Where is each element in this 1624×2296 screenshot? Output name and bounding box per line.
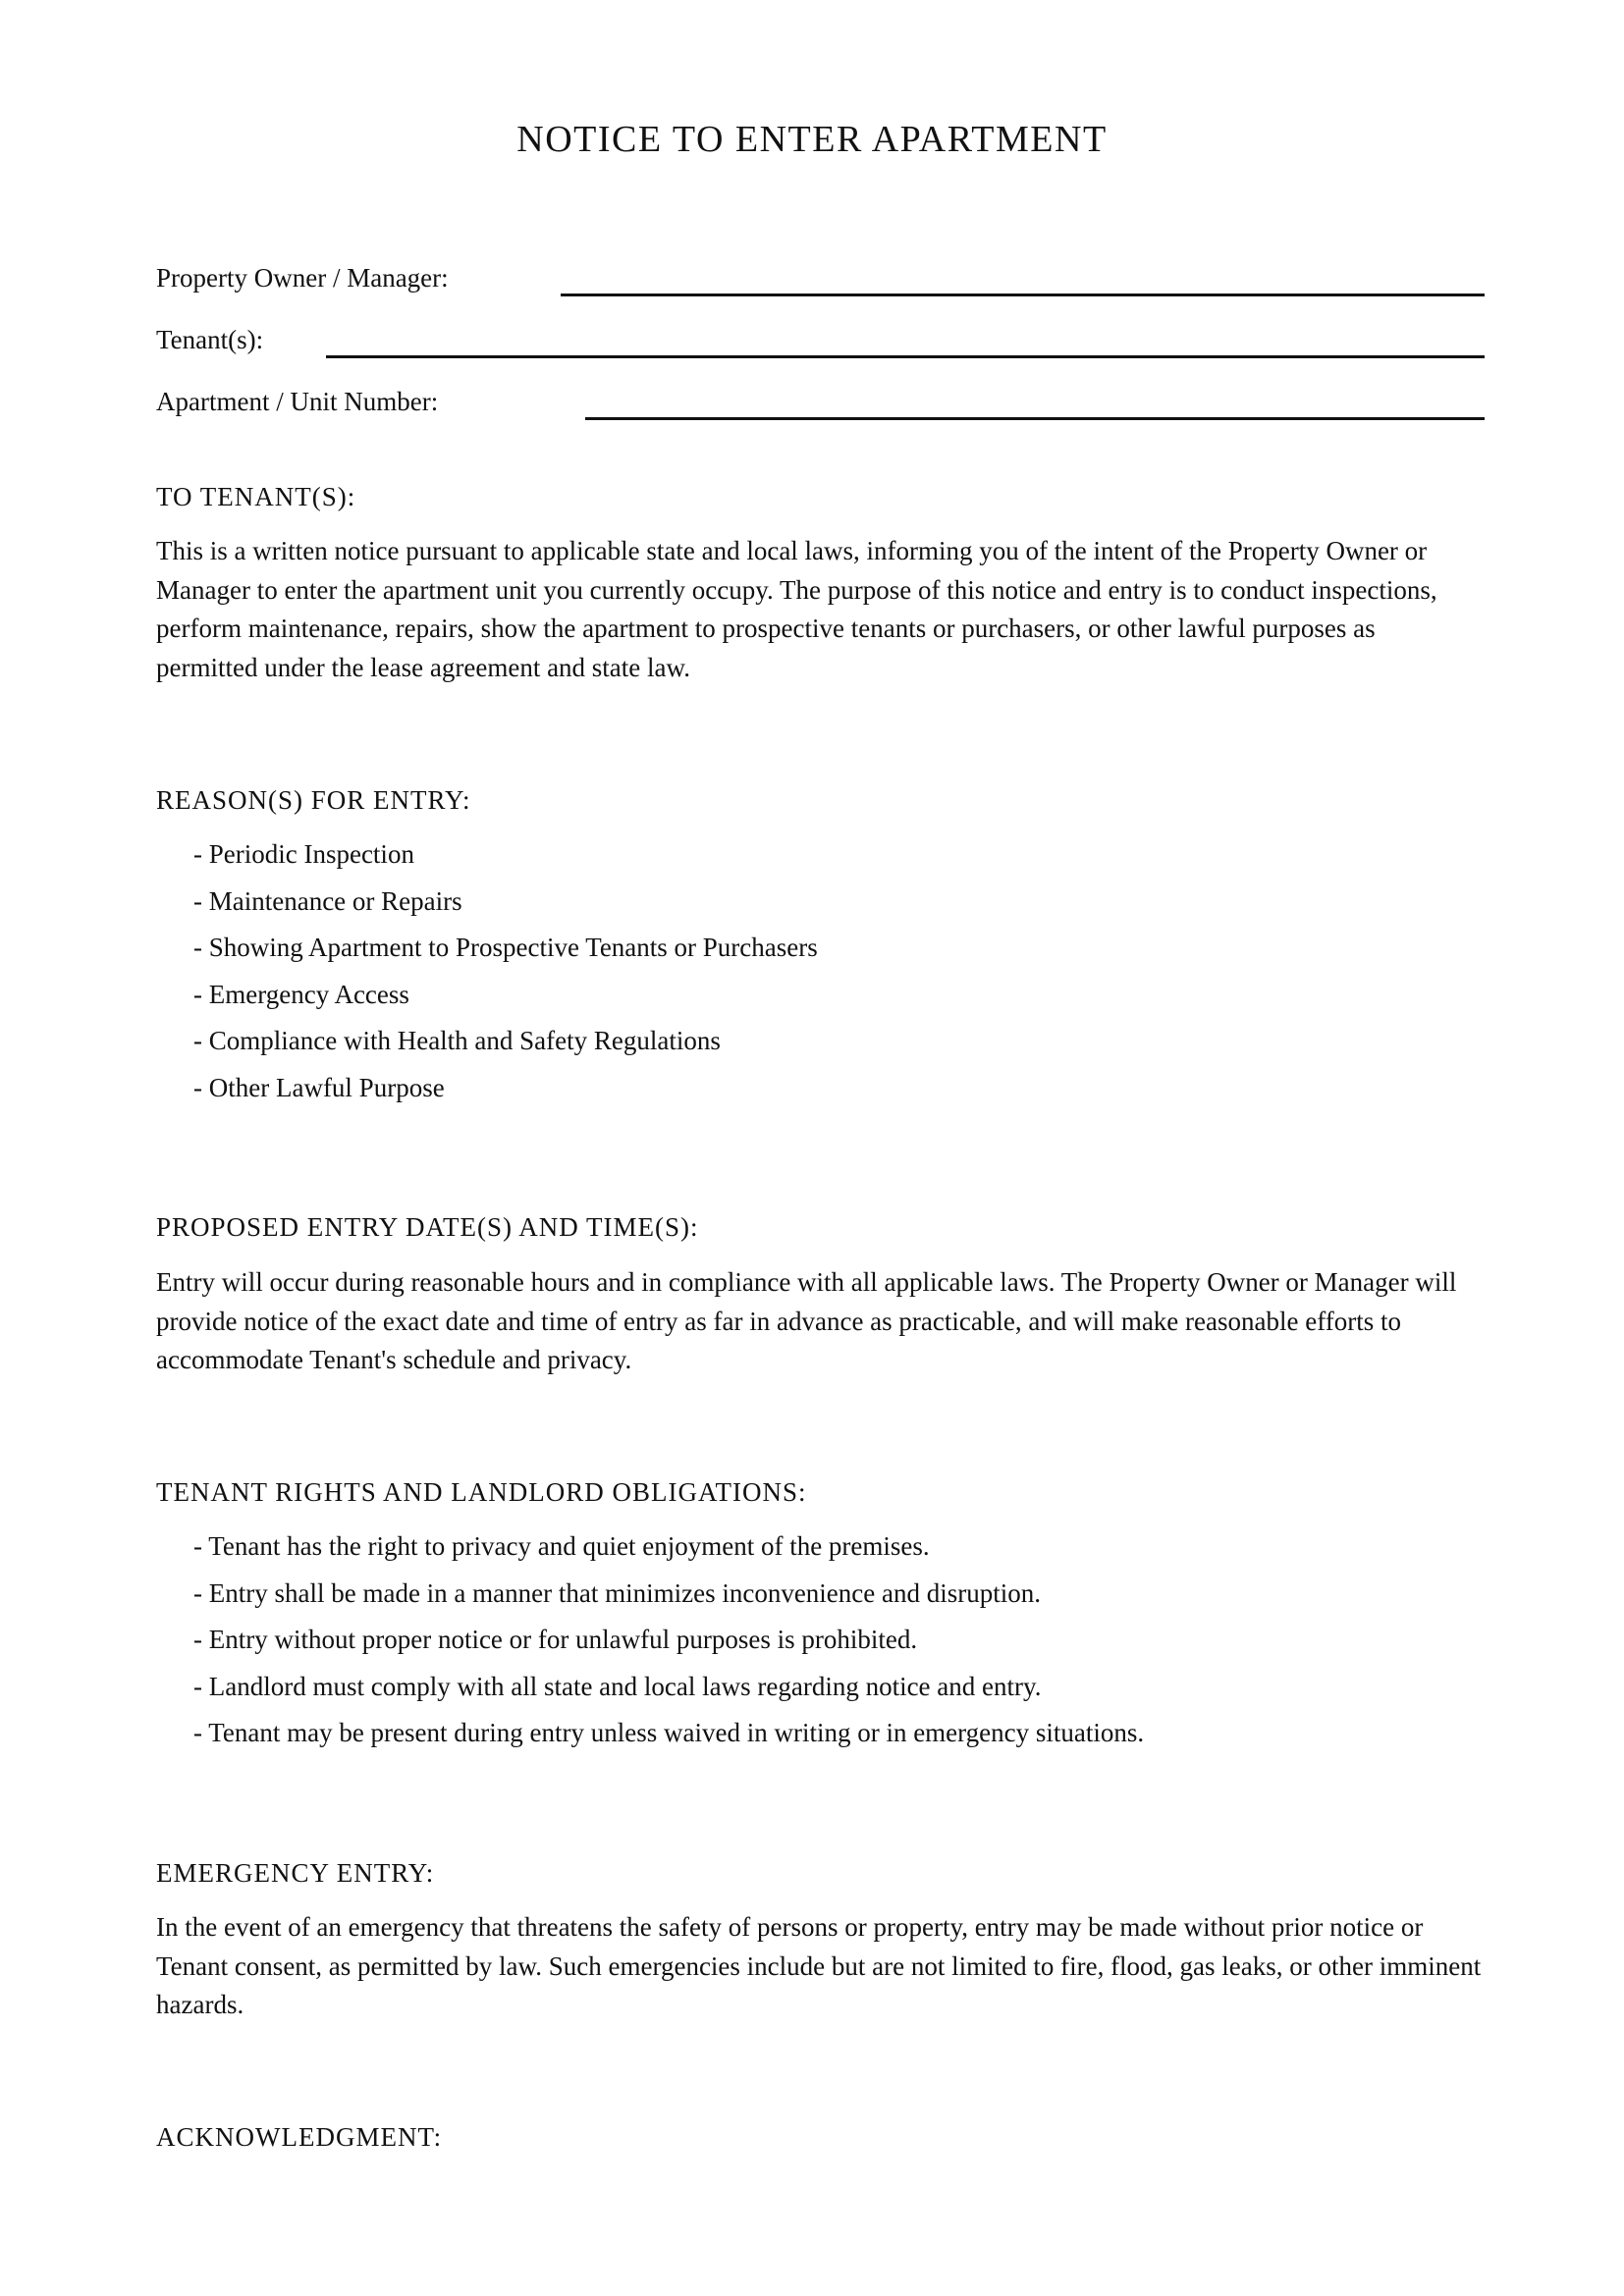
owner-field-label: Property Owner / Manager:	[156, 263, 449, 293]
owner-field	[156, 260, 1482, 299]
rights-list	[193, 1528, 1144, 1762]
emergency-body: In the event of an emergency that threatens the safety of persons or property, entry may be made without prior notice or Tenant consent, as permitted by law. Such emergencies include but are not limited to fire, flood, gas leaks, or other imminent hazards.	[156, 1912, 1482, 2019]
to-tenants-heading: TO TENANT(S):	[156, 482, 356, 511]
document-title: NOTICE TO ENTER APARTMENT	[516, 119, 1108, 160]
list-item: - Entry shall be made in a manner that minimizes inconvenience and disruption.	[193, 1577, 1041, 1608]
list-item: - Maintenance or Repairs	[193, 885, 462, 916]
list-item: - Landlord must comply with all state and local laws regarding notice and entry.	[193, 1671, 1042, 1701]
reasons-heading: REASON(S) FOR ENTRY:	[156, 785, 471, 815]
owner-field-line[interactable]	[561, 294, 1485, 296]
list-item: - Tenant has the right to privacy and quiet enjoyment of the premises.	[193, 1531, 930, 1561]
list-item: - Periodic Inspection	[193, 839, 414, 869]
tenant-field-line[interactable]	[326, 355, 1485, 358]
reasons-list	[193, 836, 818, 1116]
emergency-heading: EMERGENCY ENTRY:	[156, 1858, 435, 1888]
proposed-entry-heading: PROPOSED ENTRY DATE(S) AND TIME(S):	[156, 1212, 699, 1242]
list-item: - Emergency Access	[193, 979, 409, 1009]
acknowledgment-heading: ACKNOWLEDGMENT:	[156, 2122, 443, 2152]
rights-heading: TENANT RIGHTS AND LANDLORD OBLIGATIONS:	[156, 1477, 807, 1507]
to-tenants-body: This is a written notice pursuant to applicable state and local laws, informing you of the intent of the Property Owner or Manager to enter the apartment unit you currently occupy. The purpose of this notice and entry is to conduct inspections, perform maintenance, repairs, show the apartment to prospective tenants or purchasers, or other lawful purposes as permitted under the lease agreement and state law.	[156, 536, 1437, 682]
list-item: - Other Lawful Purpose	[193, 1072, 445, 1102]
list-item: - Compliance with Health and Safety Regulations	[193, 1026, 721, 1055]
tenant-field-label: Tenant(s):	[156, 325, 264, 354]
list-item: - Entry without proper notice or for unlawful purposes is prohibited.	[193, 1625, 918, 1654]
unit-field-line[interactable]	[585, 417, 1485, 420]
list-item: - Tenant may be present during entry unless waived in writing or in emergency situations.	[193, 1718, 1145, 1747]
tenant-field	[156, 322, 1482, 361]
unit-field-label: Apartment / Unit Number:	[156, 387, 439, 416]
proposed-entry-body: Entry will occur during reasonable hours and in compliance with all applicable laws. The Property Owner or Manager will provide notice of the exact date and time of entry as far in advance as practicable, and will make reasonable efforts to accommodate Tenant's schedule and privacy.	[156, 1267, 1457, 1374]
list-item: - Showing Apartment to Prospective Tenants or Purchasers	[193, 933, 818, 962]
unit-field	[156, 384, 1482, 423]
